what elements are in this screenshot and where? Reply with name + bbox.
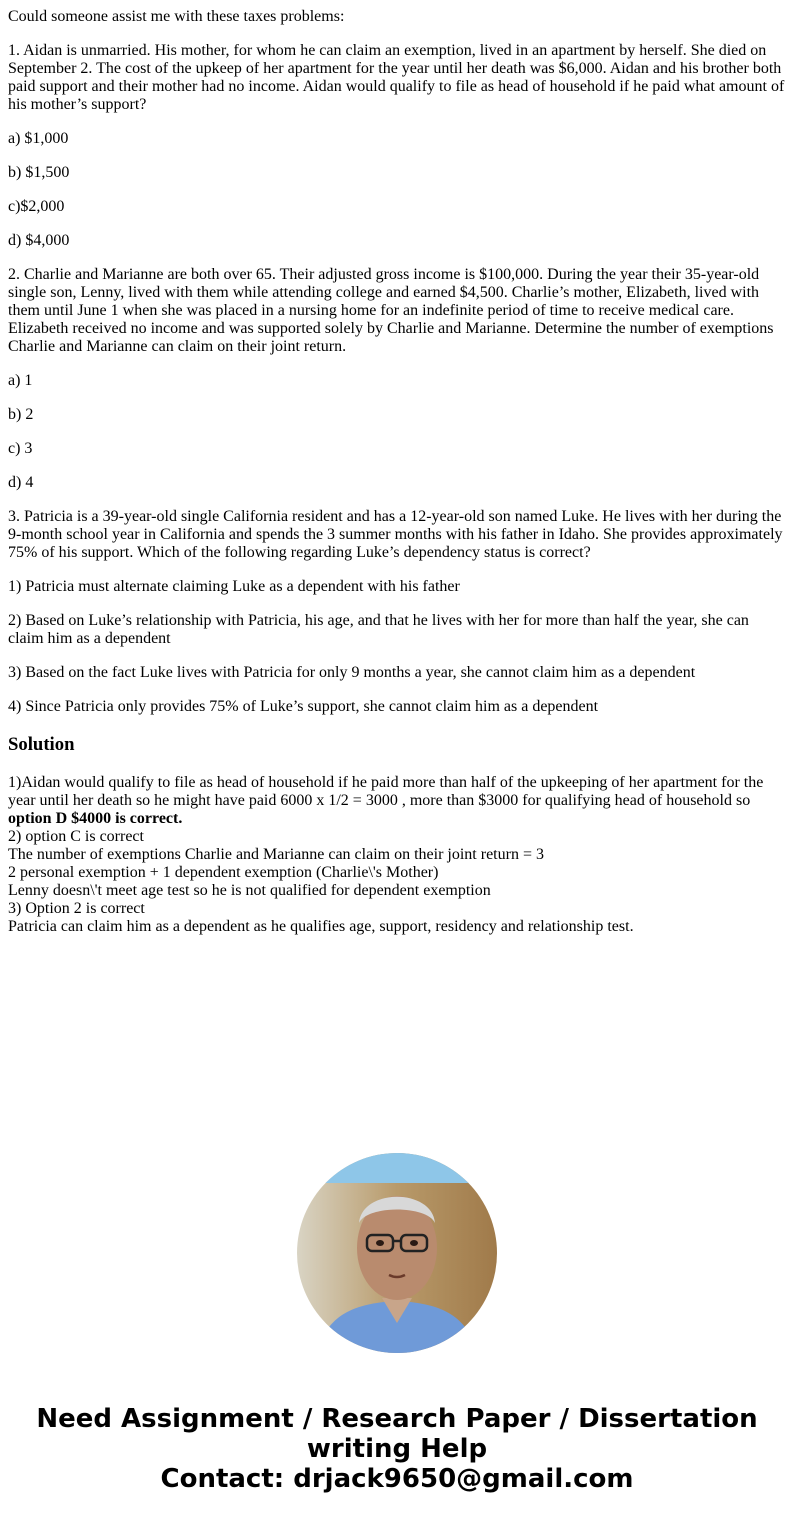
q1-option-a: a) $1,000 <box>8 130 69 147</box>
q2-option-d: d) 4 <box>8 474 34 491</box>
q3-option-2: 2) Based on Luke’s relationship with Patricia, his age, and that he lives with her for more than half the year, she can claim him as a dependent <box>8 612 749 647</box>
solution-line: The number of exemptions Charlie and Marianne can claim on their joint return = 3 <box>8 846 544 863</box>
q2-option-c: c) 3 <box>8 440 33 457</box>
question-2: 2. Charlie and Marianne are both over 65. Their adjusted gross income is $100,000. During the year their 35-year-old single son, Lenny, lived with them while attending college and earned $4,500. Charlie’s mother, Elizabeth, lived with them until June 1 when she was placed in a nursing home for an indefinite period of time to receive medical care. Elizabeth received no income and was supported solely by Charlie and Marianne. Determine the number of exemptions Charlie and Marianne can claim on their joint return. <box>8 266 774 355</box>
footer-contact: Contact: drjack9650@gmail.com <box>160 1464 634 1494</box>
solution-line: 2 personal exemption + 1 dependent exemption (Charlie\'s Mother) <box>8 864 439 881</box>
solution-1 <box>8 774 786 828</box>
q3-option-3: 3) Based on the fact Luke lives with Patricia for only 9 months a year, she cannot claim him as a dependent <box>8 664 696 681</box>
solution-heading: Solution <box>8 734 75 755</box>
intro: Could someone assist me with these taxes problems: <box>8 8 345 25</box>
solution-line: 3) Option 2 is correct <box>8 900 145 917</box>
q3-option-1: 1) Patricia must alternate claiming Luke as a dependent with his father <box>8 578 460 595</box>
q1-option-c: c)$2,000 <box>8 198 65 215</box>
q1-option-d: d) $4,000 <box>8 232 70 249</box>
footer-banner <box>0 1404 794 1494</box>
solution-body <box>8 774 786 936</box>
solution-1-answer: option D $4000 is correct. <box>8 810 183 827</box>
solution-line: 2) option C is correct <box>8 828 144 845</box>
q1-option-b: b) $1,500 <box>8 164 70 181</box>
question-3: 3. Patricia is a 39-year-old single California resident and has a 12-year-old son named Luke. He lives with her during the 9-month school year in California and spends the 3 summer months with his father in Idaho. She provides approximately 75% of his support. Which of the following regarding Luke’s dependency status is correct? <box>8 508 783 561</box>
footer-line-1: Need Assignment / Research Paper / Dissertation <box>36 1404 758 1434</box>
solution-line: Lenny doesn\'t meet age test so he is not qualified for dependent exemption <box>8 882 491 899</box>
q2-option-a: a) 1 <box>8 372 33 389</box>
solution-line: Patricia can claim him as a dependent as he qualifies age, support, residency and relationship test. <box>8 918 634 935</box>
author-avatar <box>297 1153 497 1353</box>
footer-line-2: writing Help <box>306 1434 488 1464</box>
q2-option-b: b) 2 <box>8 406 34 423</box>
solution-1-text: 1)Aidan would qualify to file as head of household if he paid more than half of the upkeeping of her apartment for the year until her death so he might have paid 6000 x 1/2 = 3000 , more than $3000 for qualifying head of household so <box>8 774 764 809</box>
q3-option-4: 4) Since Patricia only provides 75% of Luke’s support, she cannot claim him as a dependent <box>8 698 599 715</box>
question-1: 1. Aidan is unmarried. His mother, for whom he can claim an exemption, lived in an apartment by herself. She died on September 2. The cost of the upkeep of her apartment for the year until her death was $6,000. Aidan and his brother both paid support and their mother had no income. Aidan would qualify to file as head of household if he paid what amount of his mother’s support? <box>8 42 785 113</box>
